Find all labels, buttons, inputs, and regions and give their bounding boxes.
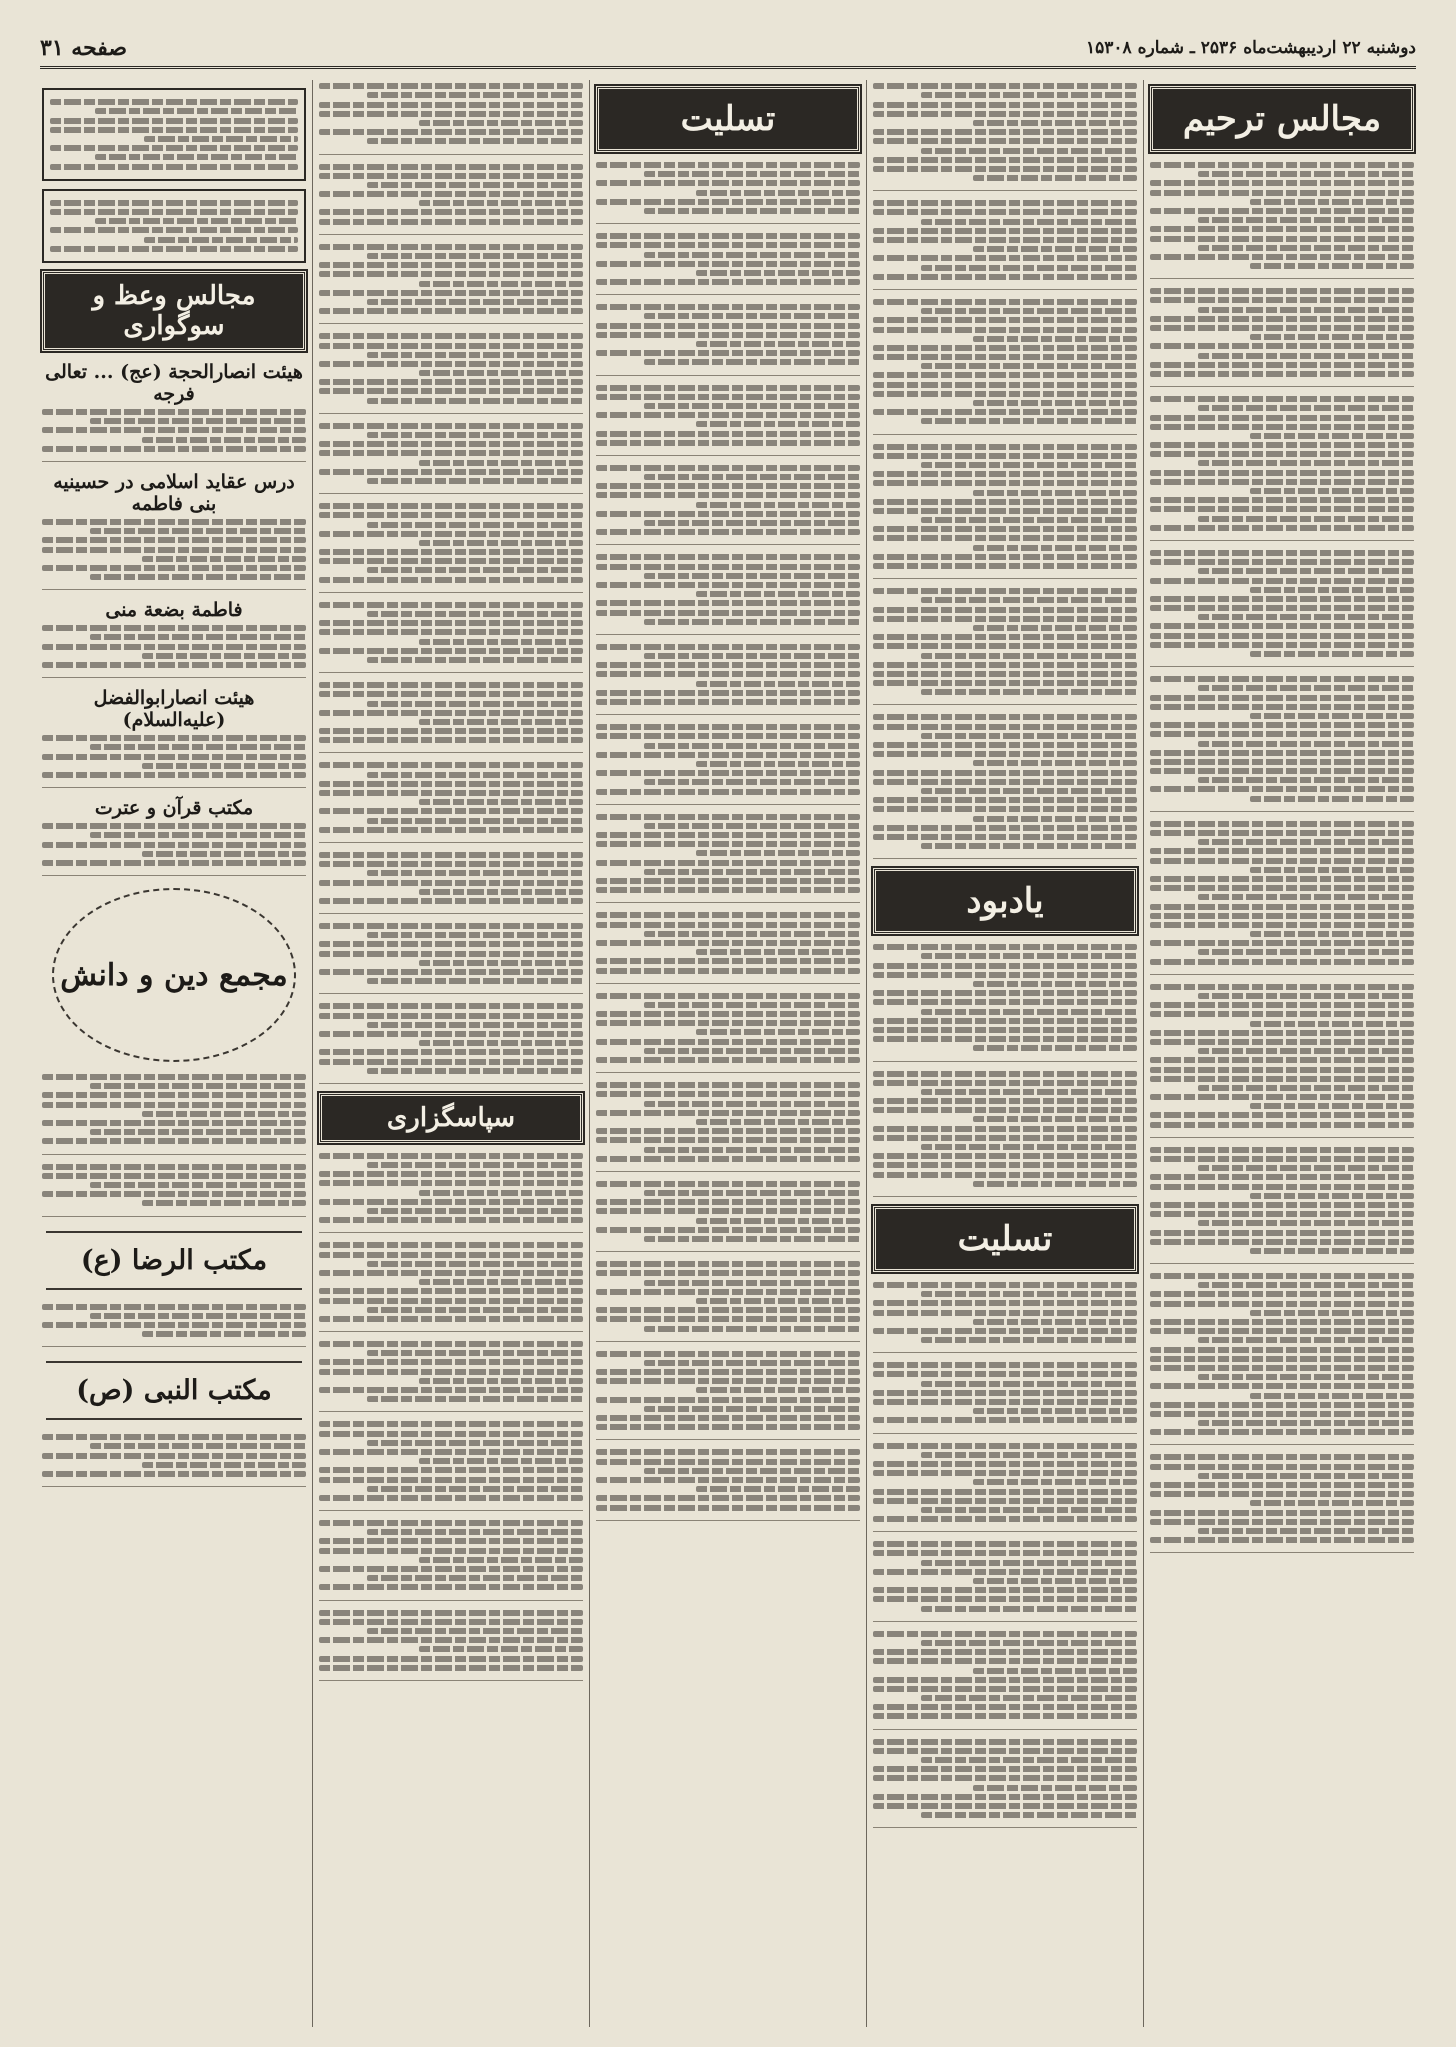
notice — [319, 503, 583, 593]
notice — [596, 814, 860, 904]
section-tasliat-2: تسلیت — [873, 1206, 1137, 1272]
notice — [873, 944, 1137, 1061]
page-number: صفحه ۳۱ — [40, 35, 128, 61]
notice — [596, 233, 860, 295]
notice — [319, 164, 583, 235]
notice — [873, 714, 1137, 859]
notice — [1150, 676, 1414, 812]
masthead — [40, 30, 1416, 69]
notice — [596, 554, 860, 635]
notice — [596, 1181, 860, 1252]
notice — [42, 1434, 306, 1487]
column-vaz-sogvari — [36, 80, 312, 2027]
heyat-ansar-abolfazl: هیئت انصارابوالفضل (علیه‌السلام) — [93, 687, 255, 732]
notice — [1150, 821, 1414, 975]
notice — [42, 189, 306, 263]
notice — [1150, 984, 1414, 1138]
notice — [596, 385, 860, 456]
notice — [319, 333, 583, 414]
fatemeh-bezaato-menni: فاطمة بضعة منی — [105, 599, 243, 622]
notice — [319, 682, 583, 753]
notice — [42, 735, 306, 788]
notice — [873, 588, 1137, 705]
notice — [319, 244, 583, 325]
maktab-quran-etrat: مکتب قرآن و عترت — [94, 797, 254, 820]
notice — [596, 993, 860, 1074]
notice — [319, 1341, 583, 1412]
notice — [319, 762, 583, 843]
notice — [873, 1071, 1137, 1197]
notice — [319, 923, 583, 994]
notice — [319, 423, 583, 494]
notice — [42, 1164, 306, 1217]
notice — [42, 1074, 306, 1155]
notice — [596, 644, 860, 715]
notice — [873, 1362, 1137, 1433]
notice — [873, 200, 1137, 290]
notice — [42, 1304, 306, 1348]
notice — [596, 912, 860, 983]
notice — [873, 299, 1137, 435]
notice — [319, 1153, 583, 1234]
notice — [1150, 288, 1414, 387]
notice — [319, 1520, 583, 1601]
notice — [873, 83, 1137, 191]
notice — [1150, 550, 1414, 667]
notice — [319, 1003, 583, 1084]
notice — [319, 1421, 583, 1511]
notice — [1150, 1273, 1414, 1445]
notice — [1150, 1147, 1414, 1264]
section-tasliat-1: تسلیت — [596, 86, 860, 152]
section-majales-vaz: مجالس وعظ و سوگواری — [42, 271, 306, 351]
notice — [42, 519, 306, 590]
notice — [42, 88, 306, 181]
issue-date: دوشنبه ۲۲ اردیبهشت‌ماه ۲۵۳۶ ـ شماره ۱۵۳۰۸ — [1086, 38, 1416, 58]
notice — [596, 304, 860, 375]
maktab-nabi-heading: مکتب النبی (ص) — [46, 1361, 302, 1420]
notice — [319, 602, 583, 673]
heyat-ansar-hojjat: هیئت انصارالحجة (عج) ... تعالی فرجه — [45, 361, 303, 405]
section-sepasgozari: سپاسگزاری — [319, 1093, 583, 1143]
notice — [873, 444, 1137, 580]
column-tasliat — [589, 80, 866, 2027]
notice — [42, 625, 306, 678]
maktab-reza-heading: مکتب الرضا (ع) — [46, 1231, 302, 1290]
notice — [319, 83, 583, 154]
section-yadbood: یادبود — [873, 868, 1137, 934]
notice — [596, 162, 860, 224]
notice — [42, 409, 306, 462]
notice — [42, 823, 306, 876]
notice — [596, 1351, 860, 1441]
notice — [1150, 1454, 1414, 1553]
majma-din-danesh-emblem: مجمع دین و دانش — [52, 888, 296, 1062]
column-tasliat-yadbood — [866, 80, 1143, 2027]
columns — [36, 80, 1420, 2027]
column-sepasgozari — [312, 80, 589, 2027]
notice — [319, 1242, 583, 1332]
notice — [1150, 162, 1414, 279]
notice — [873, 1631, 1137, 1730]
column-tarhim — [1143, 80, 1420, 2027]
notice — [319, 1610, 583, 1681]
notice — [596, 1261, 860, 1342]
notice — [873, 1282, 1137, 1353]
notice — [319, 852, 583, 914]
section-majales-tarhim: مجالس ترحیم — [1150, 86, 1414, 152]
notice — [1150, 396, 1414, 541]
notice — [873, 1541, 1137, 1622]
notice — [596, 465, 860, 546]
dars-aghayed: درس عقاید اسلامی در حسینیه بنی فاطمه — [53, 470, 295, 515]
notice — [873, 1443, 1137, 1533]
notice — [596, 1082, 860, 1172]
notice — [873, 1739, 1137, 1829]
notice — [596, 1449, 860, 1520]
notice — [596, 724, 860, 805]
